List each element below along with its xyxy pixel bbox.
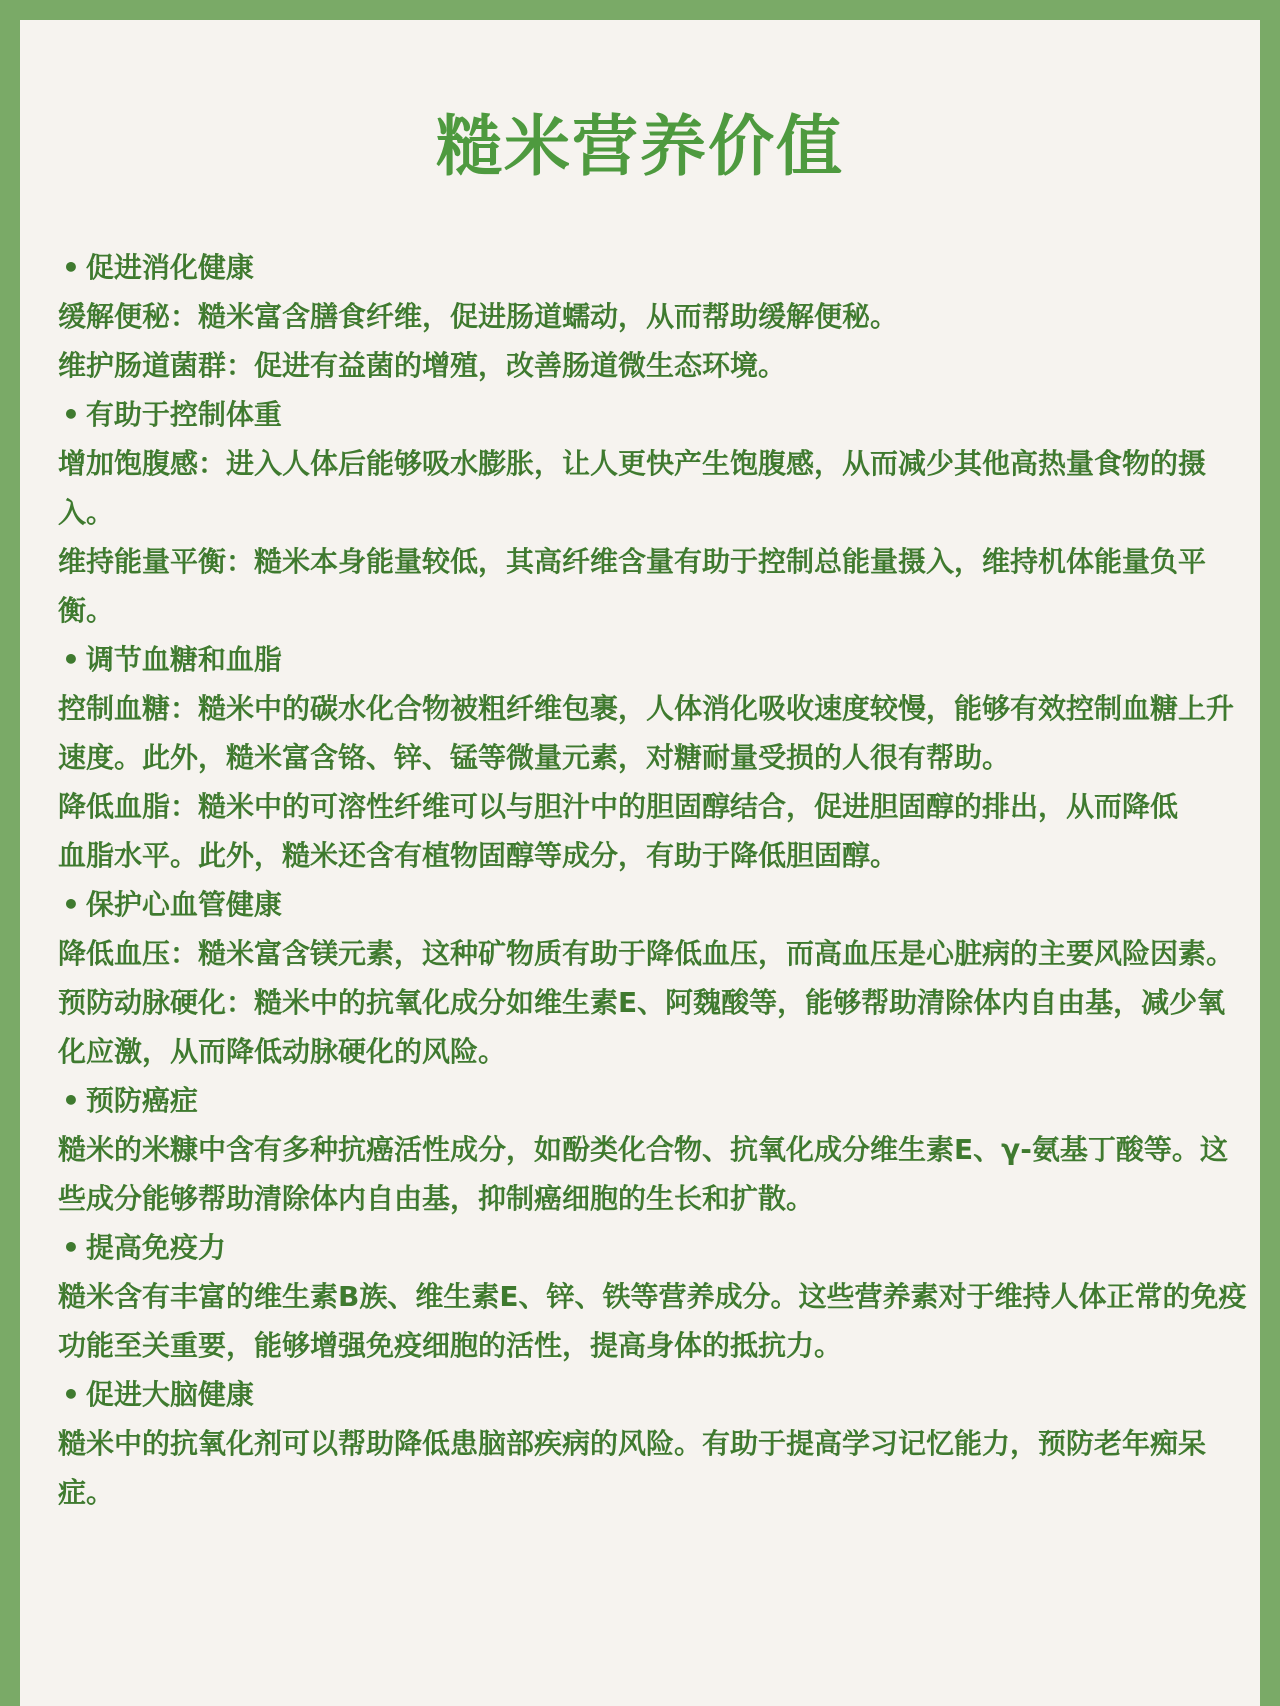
section-paragraph: 糙米中的抗氧化剂可以帮助降低患脑部疾病的风险。有助于提高学习记忆能力，预防老年痴呆症。: [58, 1427, 1207, 1509]
bullet-icon: •: [62, 1231, 80, 1264]
section-cancer-prevention: [58, 1076, 1248, 1223]
section-heading: [58, 390, 1248, 439]
bullet-icon: •: [62, 1378, 80, 1411]
section-paragraph: 控制血糖：糙米中的碳水化合物被粗纤维包裹，人体消化吸收速度较慢，能够有效控制血糖上升速度。此外，糙米富含铬、锌、锰等微量元素，对糖耐量受损的人很有帮助。: [58, 692, 1235, 774]
section-paragraph: 降低血压：糙米富含镁元素，这种矿物质有助于降低血压，而高血压是心脏病的主要风险因素。: [58, 937, 1235, 970]
section-heading-text: 提高免疫力: [85, 1231, 226, 1264]
section-paragraph: 预防动脉硬化：糙米中的抗氧化成分如维生素E、阿魏酸等，能够帮助清除体内自由基，减少氧化应激，从而降低动脉硬化的风险。: [58, 986, 1226, 1068]
section-weight-control: [58, 390, 1248, 635]
section-paragraph: 缓解便秘：糙米富含膳食纤维，促进肠道蠕动，从而帮助缓解便秘。: [58, 300, 899, 333]
section-heading-text: 促进大脑健康: [85, 1378, 254, 1411]
section-paragraph: 维护肠道菌群：促进有益菌的增殖，改善肠道微生态环境。: [58, 349, 787, 382]
section-heading-text: 保护心血管健康: [85, 888, 282, 921]
bullet-icon: •: [62, 1084, 80, 1117]
section-heading-text: 促进消化健康: [85, 251, 254, 284]
section-immunity: [58, 1223, 1248, 1370]
section-paragraph: 增加饱腹感：进入人体后能够吸水膨胀，让人更快产生饱腹感，从而减少其他高热量食物的摄入。: [58, 447, 1207, 529]
section-blood-sugar-lipids: [58, 635, 1248, 880]
section-paragraph: 糙米含有丰富的维生素B族、维生素E、锌、铁等营养成分。这些营养素对于维持人体正常的免疫功能至关重要，能够增强免疫细胞的活性，提高身体的抵抗力。: [58, 1280, 1247, 1362]
section-heading: [58, 880, 1248, 929]
section-heading-text: 调节血糖和血脂: [85, 643, 282, 676]
section-brain-health: [58, 1370, 1248, 1517]
section-cardiovascular: [58, 880, 1248, 1076]
section-heading: [58, 635, 1248, 684]
article-content: [58, 243, 1248, 1517]
bullet-icon: •: [62, 888, 80, 921]
section-paragraph: 降低血脂：糙米中的可溶性纤维可以与胆汁中的胆固醇结合，促进胆固醇的排出，从而降低血脂水平。此外，糙米还含有植物固醇等成分，有助于降低胆固醇。: [58, 790, 1179, 872]
section-heading-text: 预防癌症: [85, 1084, 198, 1117]
section-paragraph: 糙米的米糠中含有多种抗癌活性成分，如酚类化合物、抗氧化成分维生素E、γ-氨基丁酸等。这些成分能够帮助清除体内自由基，抑制癌细胞的生长和扩散。: [58, 1133, 1228, 1215]
article-card: [20, 20, 1260, 1706]
section-heading: [58, 243, 1248, 292]
section-heading: [58, 1370, 1248, 1419]
section-heading: [58, 1223, 1248, 1272]
section-paragraph: 维持能量平衡：糙米本身能量较低，其高纤维含量有助于控制总能量摄入，维持机体能量负平衡。: [58, 545, 1207, 627]
section-heading-text: 有助于控制体重: [85, 398, 282, 431]
section-digestion: [58, 243, 1248, 390]
section-heading: [58, 1076, 1248, 1125]
bullet-icon: •: [62, 398, 80, 431]
bullet-icon: •: [62, 251, 80, 284]
bullet-icon: •: [62, 643, 80, 676]
page-title: 糙米营养价值: [436, 108, 844, 185]
